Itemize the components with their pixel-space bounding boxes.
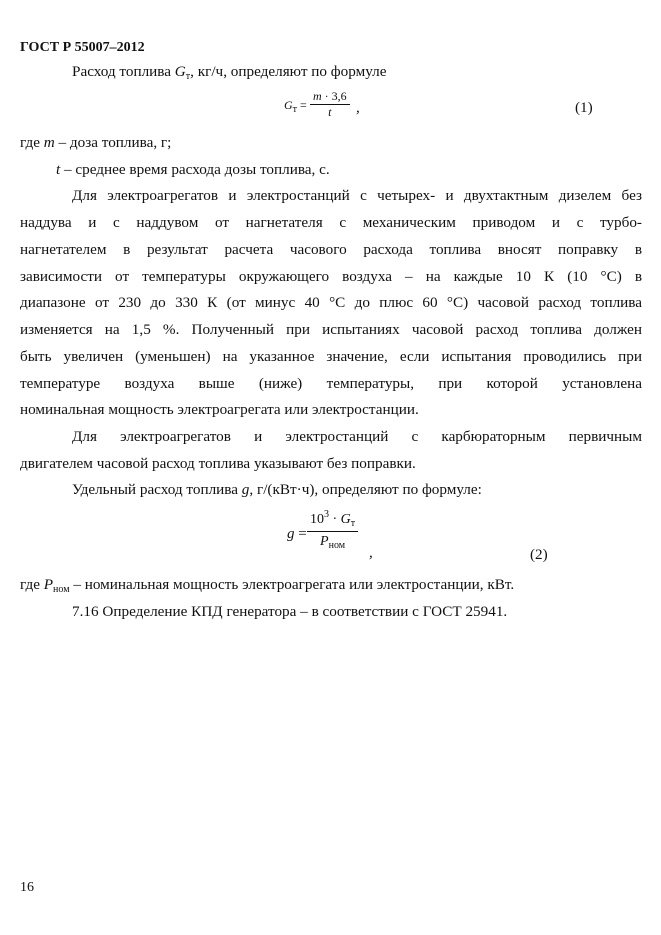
text-fragment: Удельный расход топлива — [72, 481, 242, 498]
text-fragment: , кг/ч, определяют по формуле — [190, 63, 387, 80]
eq2-denominator: $P_{ном}$ — [320, 534, 346, 551]
variable-m: m — [43, 134, 55, 151]
equals-sign: = — [298, 526, 307, 542]
para2-line: номинальная мощность электроагрегата или электростанции. — [20, 401, 419, 418]
intro-formula-1 — [72, 63, 642, 81]
subscript-nom: ном — [53, 584, 70, 595]
eq2-fraction — [307, 509, 358, 551]
text-fragment: , г/(кВт·ч), определяют по формуле: — [249, 481, 482, 498]
para3-line: Для электроагрегатов и электростанций с карбюраторным первичным — [72, 428, 642, 445]
document-header: ГОСТ Р 55007–2012 — [20, 40, 145, 55]
eq2-lhs — [287, 526, 307, 543]
para2-line: диапазоне от 230 до 330 К (от минус 40 °С до плюс 60 °С) часовой расход топлива — [20, 294, 642, 311]
variable-g: g — [241, 481, 250, 498]
equation-number-1: (1) — [575, 99, 593, 116]
text-fragment: – среднее время расхода дозы топлива, с. — [60, 161, 330, 178]
subscript-t: т — [292, 104, 298, 115]
subscript-t: т — [185, 71, 191, 82]
eq2-comma: , — [369, 544, 373, 561]
page-number: 16 — [20, 880, 34, 895]
eq1-fraction — [310, 89, 350, 120]
para2-line: быть увеличен (уменьшен) на указанное значение, если испытания проводились при — [20, 348, 642, 365]
variable-t: t — [56, 161, 61, 178]
eq1-numerator: m · 3,6 — [313, 89, 347, 103]
text-fragment: где — [20, 576, 44, 593]
para2-line: Для электроагрегатов и электростанций с четырех- и двухтактным дизелем без — [72, 187, 642, 204]
intro-formula-2 — [72, 481, 642, 499]
section-7-16: 7.16 Определение КПД генератора – в соответствии с ГОСТ 25941. — [72, 603, 508, 620]
para2-line: нагнетателем в результат расчета часового расхода топлива вносят поправку в — [20, 241, 642, 258]
para2-line: температуре воздуха выше (ниже) температуры, при которой установлена — [20, 375, 642, 392]
text-fragment: Расход топлива — [72, 63, 175, 80]
para2-line: наддува и с наддувом от нагнетателя с механическим приводом и с турбо- — [20, 214, 642, 231]
text-fragment: где — [20, 134, 44, 151]
eq1-lhs — [284, 98, 307, 113]
text-fragment: – номинальная мощность электроагрегата или электростанции, кВт. — [69, 576, 515, 593]
variable-G: G — [174, 63, 186, 80]
eq1-denominator: t — [328, 105, 332, 119]
variable-G: G — [284, 98, 293, 112]
where-m — [20, 134, 642, 152]
text-fragment: – доза топлива, г; — [54, 134, 172, 151]
fraction-bar — [307, 531, 358, 532]
variable-P: P — [43, 576, 54, 593]
equation-number-2: (2) — [530, 546, 548, 563]
para2-line: зависимости от температуры окружающего воздуха – на каждые 10 К (10 °С) в — [20, 268, 642, 285]
variable-g: g — [287, 526, 295, 542]
equals-sign: = — [300, 98, 307, 112]
eq2-numerator: $10^3 \cdot G_т$ — [310, 509, 356, 529]
para2-line: изменяется на 1,5 %. Полученный при испытаниях часовой расход топлива должен — [20, 321, 642, 338]
where-t — [56, 161, 661, 179]
para3-line: двигателем часовой расход топлива указывают без поправки. — [20, 455, 416, 472]
eq1-comma: , — [356, 99, 360, 116]
where-P — [20, 576, 642, 594]
